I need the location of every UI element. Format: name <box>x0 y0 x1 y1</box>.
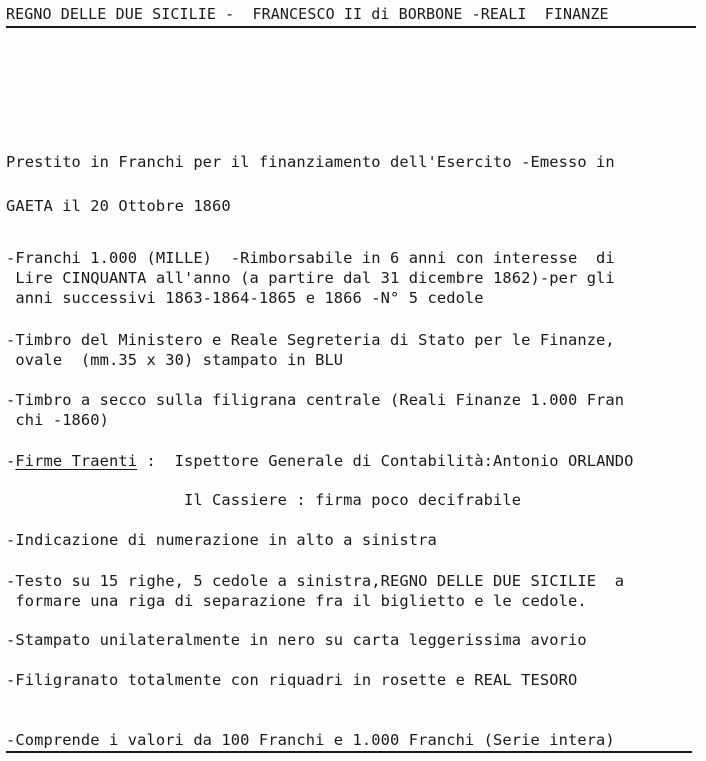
document-header: REGNO DELLE DUE SICILIE - FRANCESCO II di BORBONE -REALI FINANZE <box>6 5 609 23</box>
item-4-line-2: Il Cassiere : firma poco decifrabile <box>6 491 522 509</box>
signatures-label: Firme Traenti <box>15 452 138 470</box>
intro-line-2: GAETA il 20 Ottobre 1860 <box>6 197 231 215</box>
item-3-line-2: chi -1860) <box>6 411 110 429</box>
item-9-underline <box>6 751 692 753</box>
item-6-line-2: formare una riga di separazione fra il biglietto e le cedole. <box>6 592 587 610</box>
item-7: -Stampato unilateralmente in nero su carta leggerissima avorio <box>6 631 587 649</box>
item-9: -Comprende i valori da 100 Franchi e 1.000 Franchi (Serie intera) <box>6 731 615 749</box>
item-2-line-1: -Timbro del Ministero e Reale Segreteria di Stato per le Finanze, <box>6 331 615 349</box>
item-2-line-2: ovale (mm.35 x 30) stampato in BLU <box>6 351 344 369</box>
item-1-line-1: -Franchi 1.000 (MILLE) -Rimborsabile in 6 anni con interesse di <box>6 249 615 267</box>
item-1-line-3: anni successivi 1863-1864-1865 e 1866 -N° 5 cedole <box>6 289 484 307</box>
item-1-line-2: Lire CINQUANTA all'anno (a partire dal 31 dicembre 1862)-per gli <box>6 269 615 287</box>
item-4-line-1 <box>6 451 634 471</box>
item-6-line-1: -Testo su 15 righe, 5 cedole a sinistra,REGNO DELLE DUE SICILIE a <box>6 572 625 590</box>
item-4-dash: - <box>6 452 16 470</box>
item-8: -Filigranato totalmente con riquadri in rosette e REAL TESORO <box>6 671 578 689</box>
intro-line-1: Prestito in Franchi per il finanziamento dell'Esercito -Emesso in <box>6 153 615 171</box>
header-underline <box>6 26 696 28</box>
item-5: -Indicazione di numerazione in alto a sinistra <box>6 531 437 549</box>
item-3-line-1: -Timbro a secco sulla filigrana centrale (Reali Finanze 1.000 Fran <box>6 391 625 409</box>
signatures-inspector: : Ispettore Generale di Contabilità:Antonio ORLANDO <box>137 452 634 470</box>
